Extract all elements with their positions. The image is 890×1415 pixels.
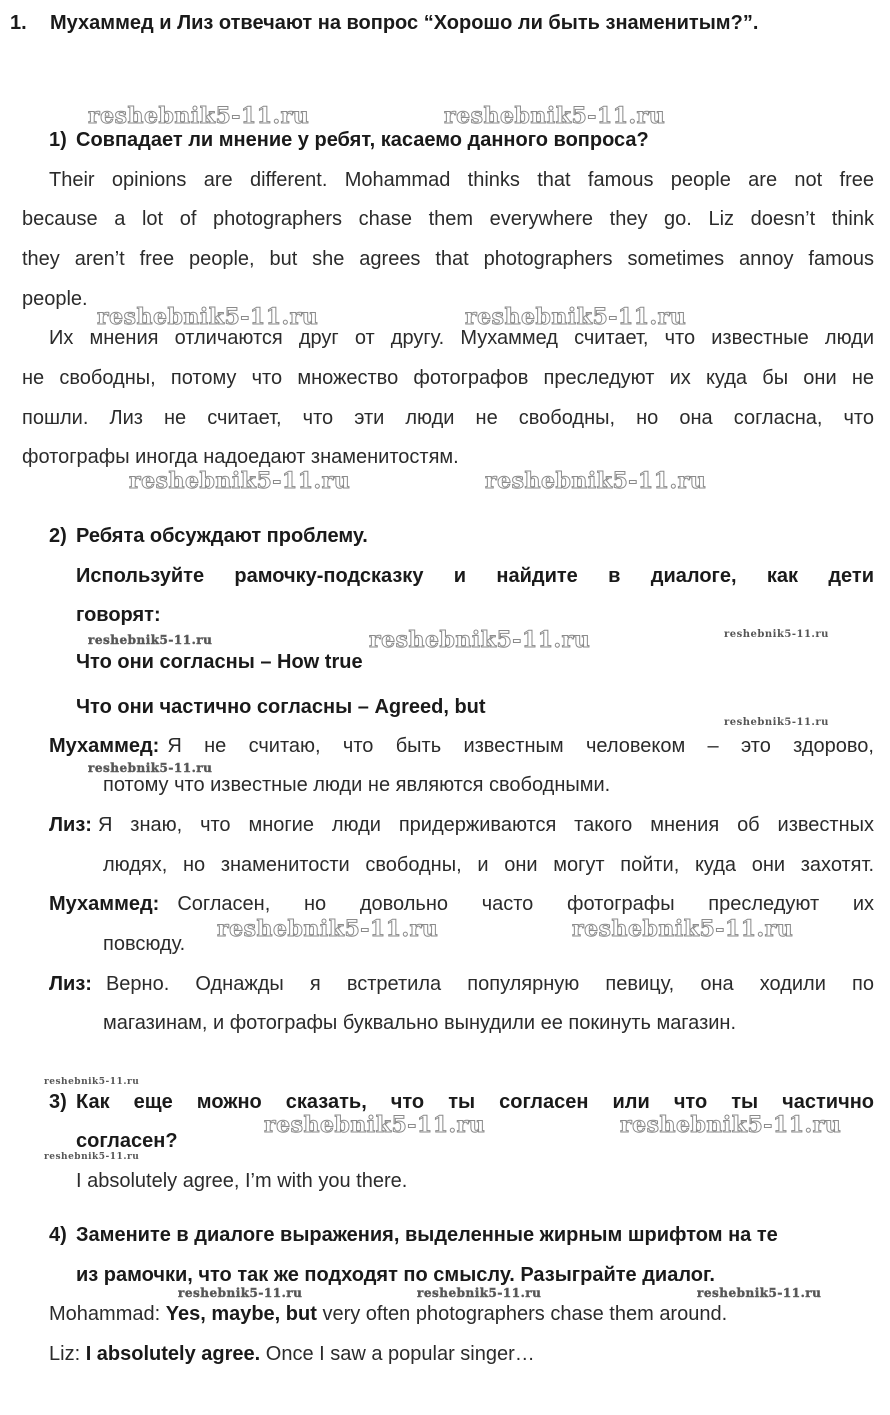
dialogue-text: Верно. Однажды я встретила популярную певицу, она ходили по	[105, 973, 874, 995]
q1-label: 1)	[49, 129, 67, 151]
watermark: reshebnik5-11.ru	[217, 916, 439, 942]
watermark: reshebnik5-11.ru	[417, 1286, 542, 1300]
watermark: reshebnik5-11.ru	[724, 629, 829, 640]
watermark: reshebnik5-11.ru	[44, 1152, 140, 1162]
dialogue-continuation: повсюду.	[103, 933, 186, 955]
watermark: reshebnik5-11.ru	[88, 633, 213, 647]
dialogue-continuation: потому что известные люди не являются свободными.	[103, 774, 611, 796]
watermark: reshebnik5-11.ru	[129, 468, 351, 494]
q4-example-liz	[49, 1334, 535, 1374]
watermark: reshebnik5-11.ru	[264, 1112, 486, 1138]
q3-line-2: согласен?	[76, 1130, 178, 1152]
dialogue-text: Я не считаю, что быть известным человеком – это здорово,	[167, 735, 874, 757]
q1-ru-line-2: не свободны, потому что множество фотографов преследуют их куда бы они не	[22, 367, 874, 389]
q1-ru-line-3: пошли. Лиз не считает, что эти люди не свободны, но она согласна, что	[22, 407, 874, 429]
watermark: reshebnik5-11.ru	[697, 1286, 822, 1300]
q2-agree-phrase: Что они согласны – How true	[76, 651, 363, 673]
speaker-name: Mohammad:	[49, 1303, 166, 1325]
speaker-name: Лиз:	[49, 973, 92, 995]
task-title: Мухаммед и Лиз отвечают на вопрос “Хорошо ли быть знаменитым?”.	[50, 12, 759, 34]
q4-line-1: Замените в диалоге выражения, выделенные жирным шрифтом на те	[76, 1224, 778, 1246]
q3-line-1: Как еще можно сказать, что ты согласен или что ты частично	[76, 1091, 874, 1113]
watermark: reshebnik5-11.ru	[444, 103, 666, 129]
watermark: reshebnik5-11.ru	[88, 103, 310, 129]
watermark: reshebnik5-11.ru	[465, 304, 687, 330]
watermark: reshebnik5-11.ru	[178, 1286, 303, 1300]
q1-en-line-2: because a lot of photographers chase them everywhere they go. Liz doesn’t think	[22, 208, 874, 230]
task-number: 1.	[10, 12, 27, 34]
q1-ru-line-1: Их мнения отличаются друг от другу. Мухаммед считает, что известные люди	[49, 327, 874, 349]
dialogue-line	[49, 884, 874, 924]
dialogue-text: Я знаю, что многие люди придерживаются такого мнения об известных	[97, 814, 874, 836]
q2-label: 2)	[49, 525, 67, 547]
q4-example-mohammad	[49, 1294, 727, 1334]
dialogue-line	[49, 805, 874, 845]
watermark: reshebnik5-11.ru	[44, 1077, 140, 1087]
q4-line-2: из рамочки, что так же подходят по смыслу. Разыграйте диалог.	[76, 1264, 715, 1286]
q4-label: 4)	[49, 1224, 67, 1246]
dialogue-line	[49, 726, 874, 766]
q1-en-line-4: people.	[22, 288, 88, 310]
q2-instruction-line-1: Используйте рамочку-подсказку и найдите в диалоге, как дети	[76, 565, 874, 587]
example-text: Once I saw a popular singer…	[260, 1343, 535, 1365]
speaker-name: Liz:	[49, 1343, 86, 1365]
q1-question: Совпадает ли мнение у ребят, касаемо данного вопроса?	[76, 129, 649, 151]
watermark: reshebnik5-11.ru	[572, 916, 794, 942]
q2-partial-phrase: Что они частично согласны – Agreed, but	[76, 696, 486, 718]
speaker-name: Лиз:	[49, 814, 92, 836]
q3-answer: I absolutely agree, I’m with you there.	[76, 1170, 408, 1192]
watermark: reshebnik5-11.ru	[724, 717, 829, 728]
watermark: reshebnik5-11.ru	[620, 1112, 842, 1138]
dialogue-text: Согласен, но довольно часто фотографы преследуют их	[177, 893, 874, 915]
watermark: reshebnik5-11.ru	[369, 627, 591, 653]
dialogue-continuation: магазинам, и фотографы буквально вынудили ее покинуть магазин.	[103, 1012, 737, 1034]
q2-instruction-line-2: говорят:	[76, 604, 161, 626]
dialogue-line	[49, 964, 874, 1004]
q1-ru-line-4: фотографы иногда надоедают знаменитостям.	[22, 446, 459, 468]
bold-phrase: Yes, maybe, but	[165, 1303, 317, 1325]
q2-title: Ребята обсуждают проблему.	[76, 525, 368, 547]
q1-en-line-3: they aren’t free people, but she agrees that photographers sometimes annoy famous	[22, 248, 874, 270]
speaker-name: Мухаммед:	[49, 893, 160, 915]
bold-phrase: I absolutely agree.	[85, 1343, 261, 1365]
q3-label: 3)	[49, 1091, 67, 1113]
speaker-name: Мухаммед:	[49, 735, 160, 757]
q1-en-line-1: Their opinions are different. Mohammad thinks that famous people are not free	[49, 169, 874, 191]
example-text: very often photographers chase them around.	[316, 1303, 728, 1325]
watermark: reshebnik5-11.ru	[88, 761, 213, 775]
watermark: reshebnik5-11.ru	[485, 468, 707, 494]
watermark: reshebnik5-11.ru	[97, 304, 319, 330]
dialogue-continuation: людях, но знаменитости свободны, и они могут пойти, куда они захотят.	[103, 854, 874, 876]
